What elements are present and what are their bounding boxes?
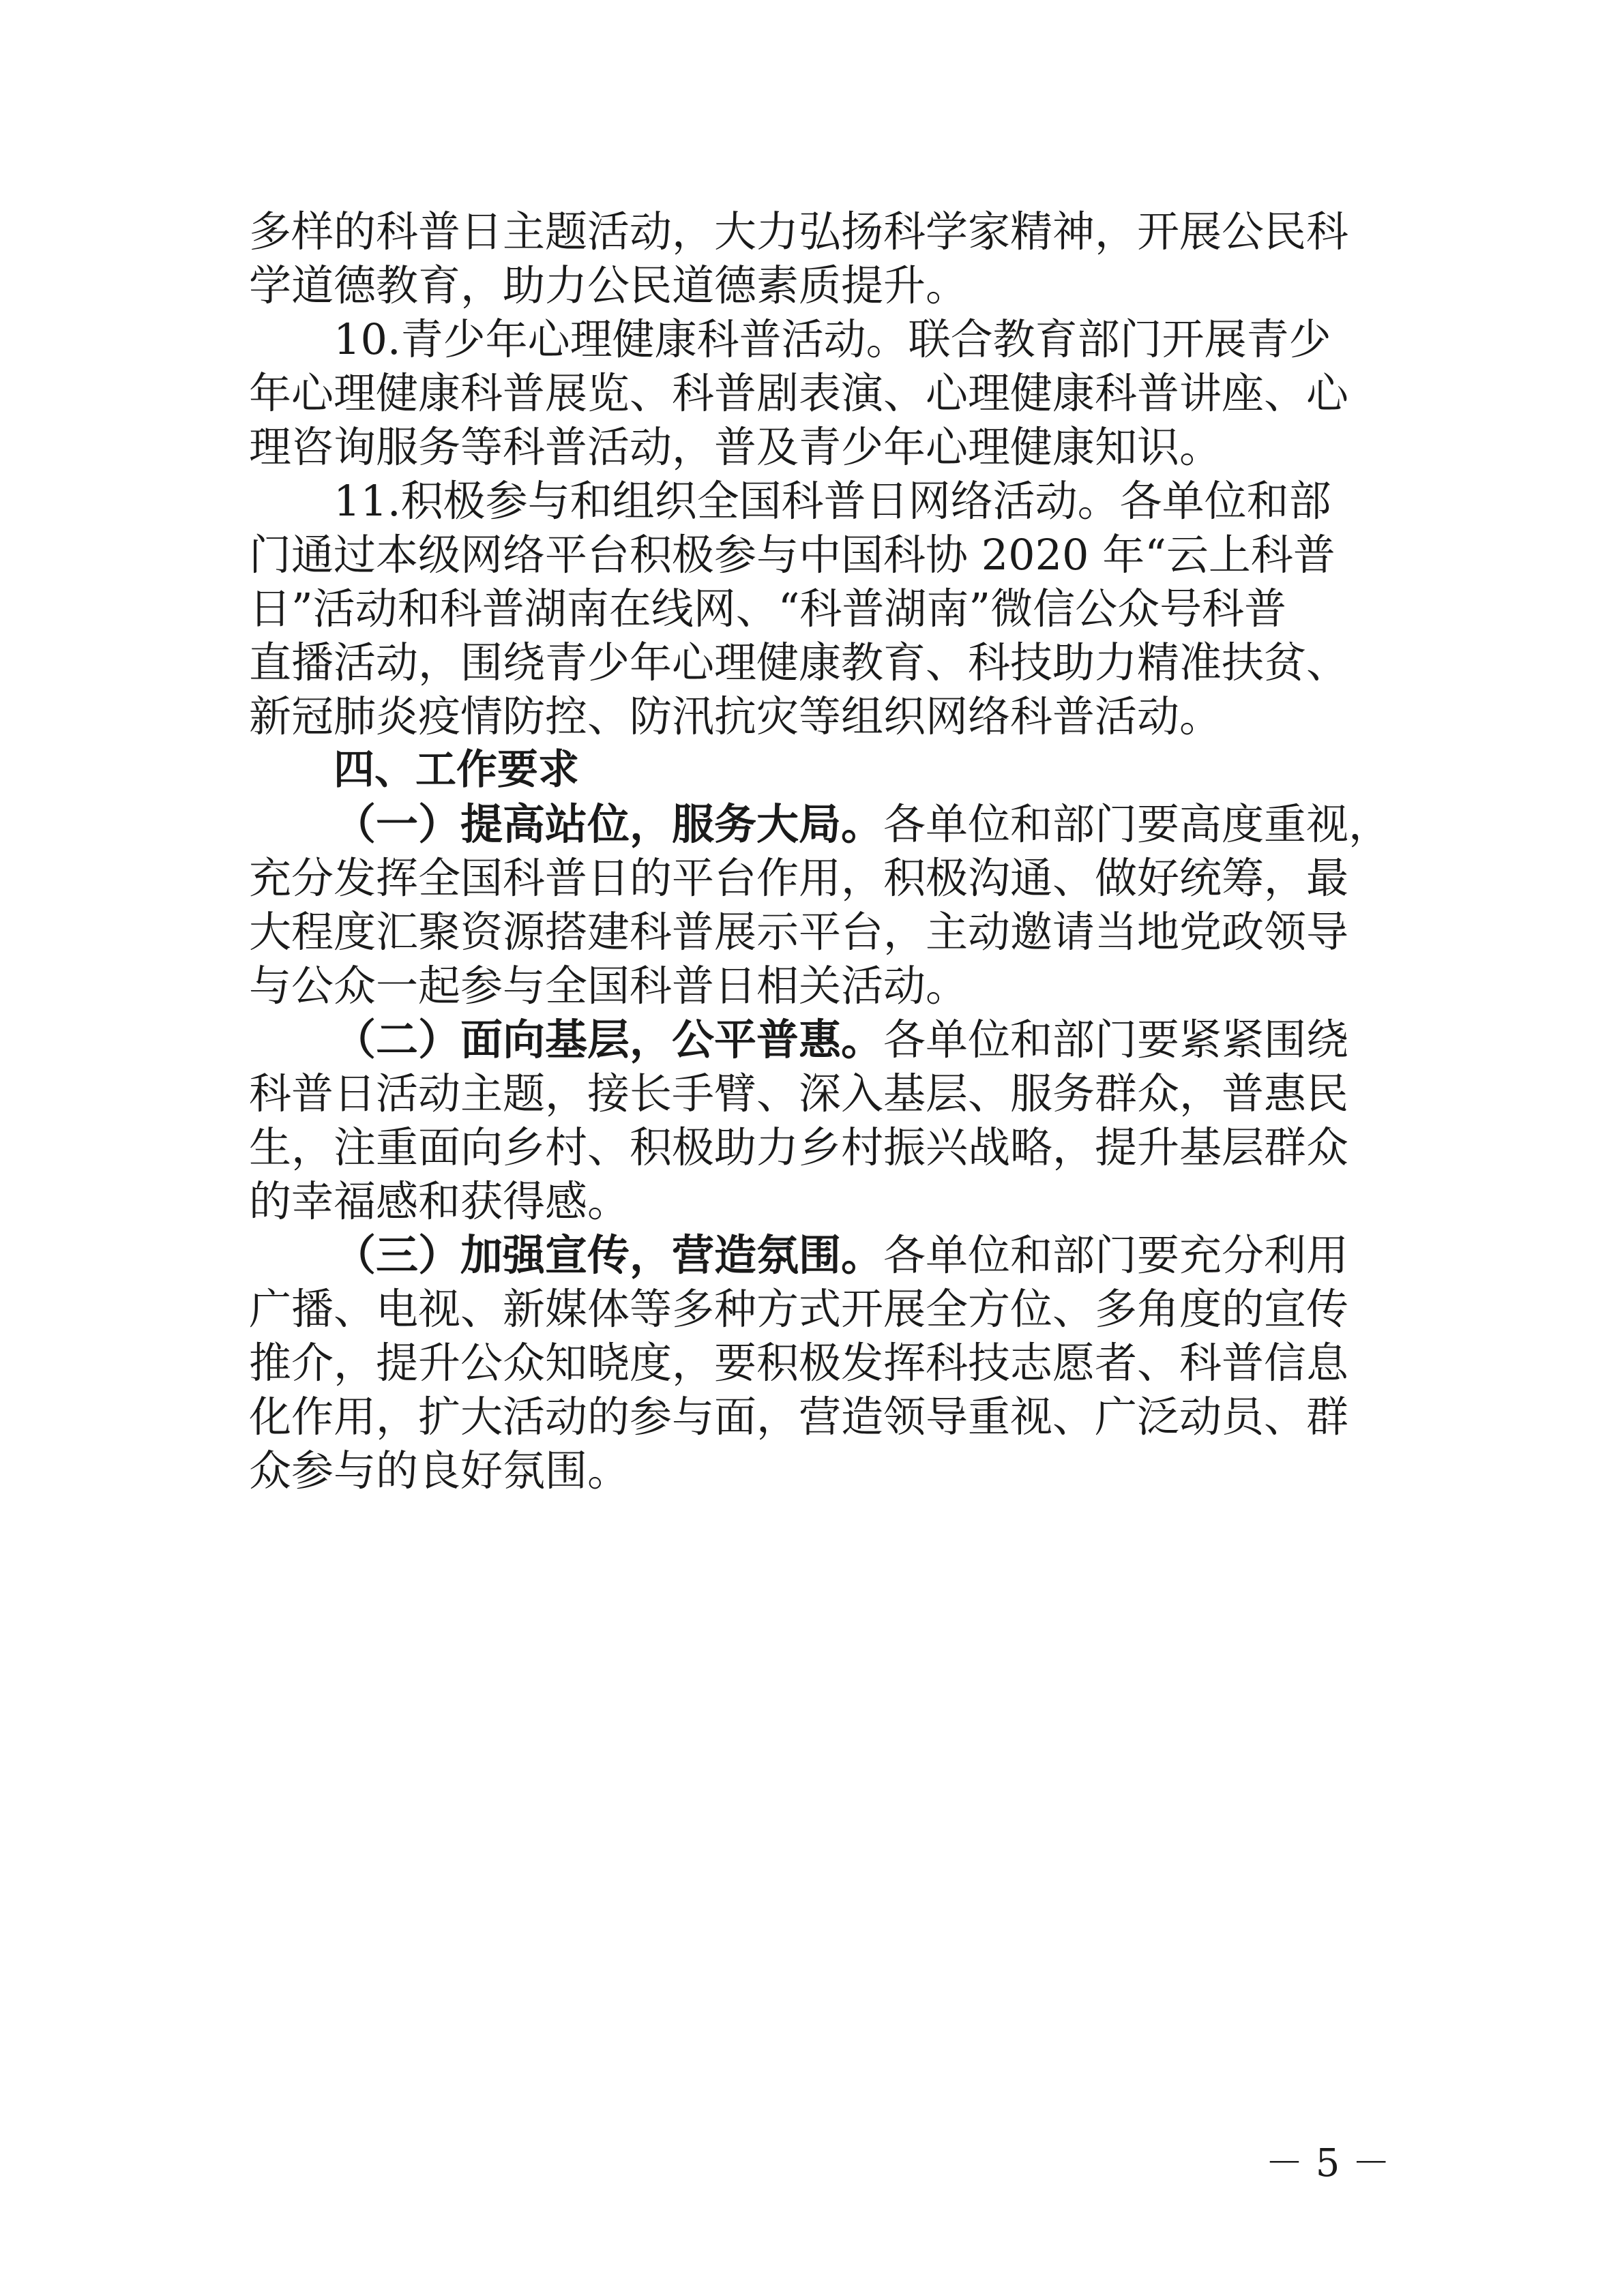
text-line-content: 各单位和部门要紧紧围绕	[883, 1015, 1349, 1064]
text-line-content: 大程度汇聚资源搭建科普展示平台，主动邀请当地党政领导	[249, 907, 1349, 957]
text-line	[249, 1444, 1374, 1497]
text-line-content: 10.青少年心理健康科普活动。联合教育部门开展青少	[334, 314, 1331, 364]
text-line	[249, 1390, 1374, 1444]
text-line-content: 生，注重面向乡村、积极助力乡村振兴战略，提升基层群众	[249, 1122, 1349, 1172]
text-line	[249, 1067, 1374, 1120]
text-line-content: 11.积极参与和组织全国科普日网络活动。各单位和部	[334, 476, 1331, 526]
text-line	[249, 205, 1374, 258]
text-line	[249, 1228, 1374, 1282]
text-line-content: 科普日活动主题，接长手臂、深入基层、服务群众，普惠民	[249, 1069, 1349, 1118]
text-line	[249, 1336, 1374, 1390]
text-line-content: 学道德教育，助力公民道德素质提升。	[249, 260, 969, 310]
text-line	[249, 797, 1391, 851]
text-line-content: 门通过本级网络平台积极参与中国科协 2020 年“云上科普	[249, 530, 1335, 580]
text-line-content: 推介，提升公众知晓度，要积极发挥科技志愿者、科普信息	[249, 1338, 1349, 1388]
paragraph-lead	[334, 1013, 1348, 1067]
text-line	[249, 959, 1374, 1013]
text-line	[249, 420, 1374, 474]
section-heading: 四、工作要求	[334, 746, 579, 794]
text-line	[249, 851, 1374, 905]
text-line-content: 化作用，扩大活动的参与面，营造领导重视、广泛动员、群	[249, 1392, 1349, 1442]
text-line-content: 新冠肺炎疫情防控、防汛抗灾等组织网络科普活动。	[249, 691, 1222, 741]
text-line-content: 众参与的良好氛围。	[249, 1446, 630, 1495]
text-line	[249, 582, 1374, 636]
text-line-content: 与公众一起参与全国科普日相关活动。	[249, 961, 969, 1011]
paragraph-lead-text: （一）提高站位，服务大局。	[334, 799, 884, 849]
page-number: － 5 －	[1265, 2141, 1391, 2186]
text-line-content: 理咨询服务等科普活动，普及青少年心理健康知识。	[249, 422, 1222, 472]
text-line-content: 直播活动，围绕青少年心理健康教育、科技助力精准扶贫、	[249, 638, 1349, 687]
text-line	[249, 1013, 1374, 1067]
text-line-content: 年心理健康科普展览、科普剧表演、心理健康科普讲座、心	[249, 368, 1349, 418]
text-line	[249, 258, 1374, 312]
paragraph-lead	[334, 1228, 1348, 1282]
text-line	[249, 1120, 1374, 1174]
text-line	[249, 312, 1374, 366]
text-line	[249, 636, 1374, 689]
paragraph-lead-text: （二）面向基层，公平普惠。	[334, 1015, 884, 1064]
text-line-content: 广播、电视、新媒体等多种方式开展全方位、多角度的宣传	[249, 1284, 1349, 1334]
text-line-content: 各单位和部门要高度重视，	[883, 799, 1391, 849]
text-line	[249, 689, 1374, 743]
text-line-content: 充分发挥全国科普日的平台作用，积极沟通、做好统筹，最	[249, 853, 1349, 903]
text-line-content: 日”活动和科普湖南在线网、“科普湖南”微信公众号科普	[249, 584, 1287, 633]
text-line	[249, 366, 1374, 420]
text-line-content: 的幸福感和获得感。	[249, 1176, 630, 1226]
paragraph-lead-text: （三）加强宣传，营造氛围。	[334, 1230, 884, 1280]
text-line	[249, 1174, 1374, 1228]
text-line-content: 多样的科普日主题活动，大力弘扬科学家精神，开展公民科	[249, 207, 1349, 256]
body-text	[249, 205, 1391, 1497]
text-line	[249, 905, 1374, 959]
text-line	[249, 528, 1374, 582]
text-line	[249, 1282, 1374, 1336]
text-line	[249, 474, 1374, 528]
paragraph-lead	[334, 797, 1391, 851]
text-line-content: 各单位和部门要充分利用	[883, 1230, 1349, 1280]
